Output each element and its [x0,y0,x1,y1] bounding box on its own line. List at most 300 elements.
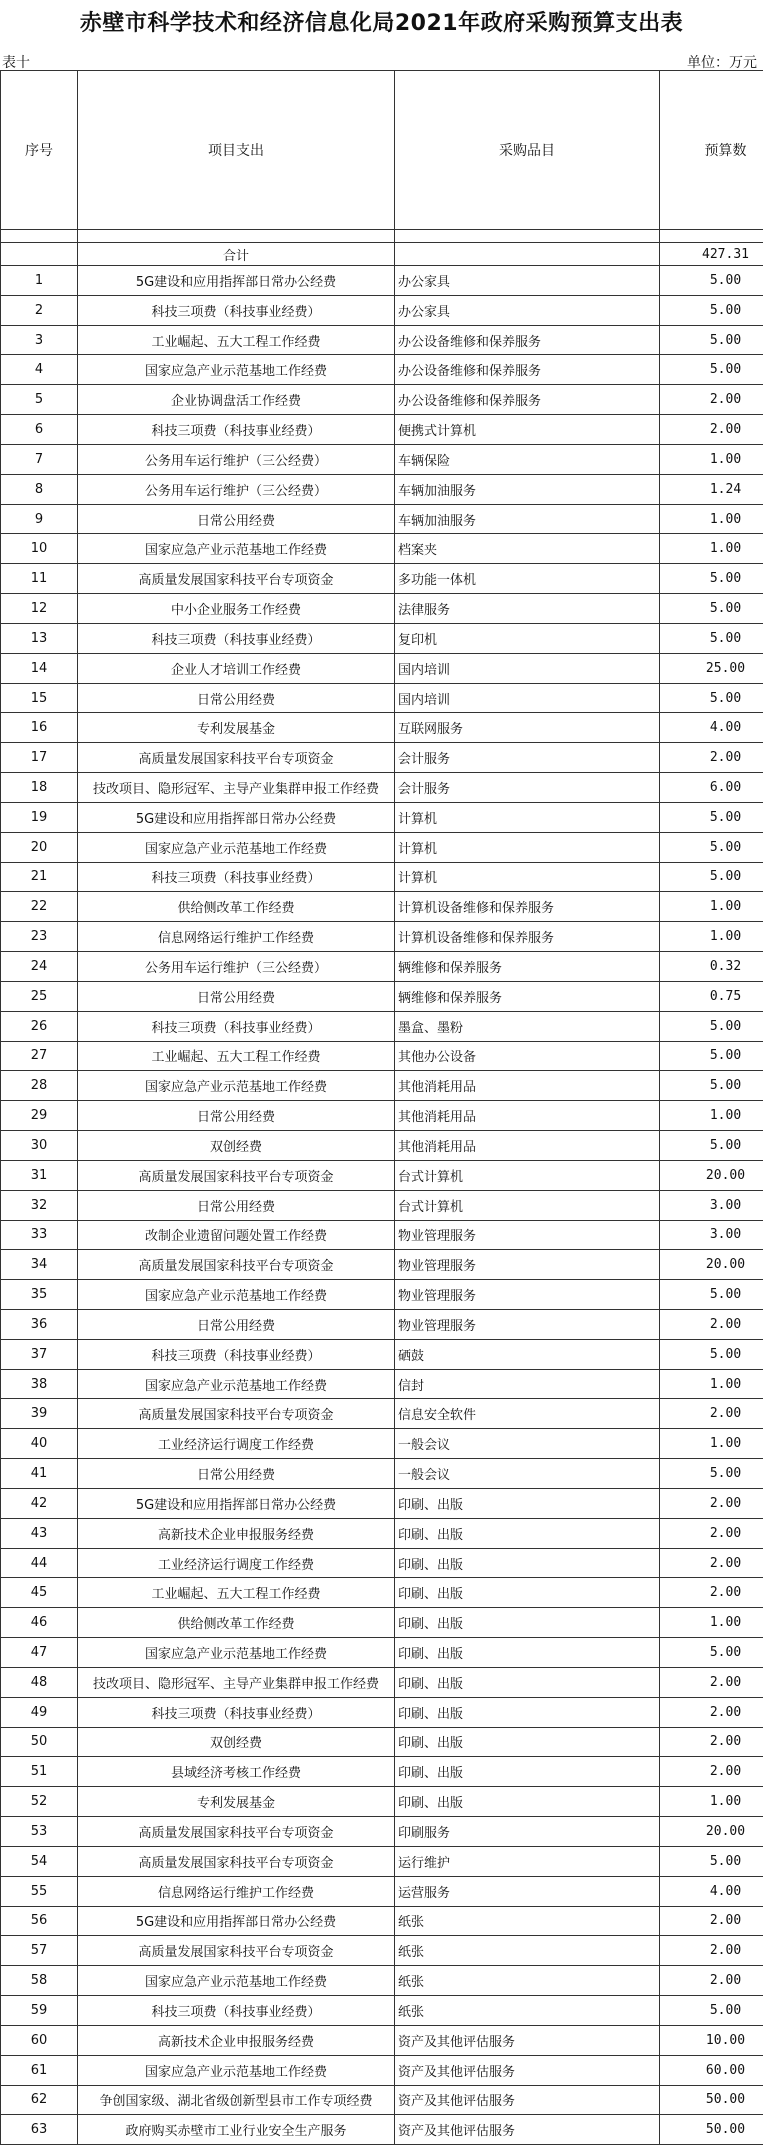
row-project: 日常公用经费 [78,1459,395,1489]
table-row [1,1876,763,1906]
row-item: 台式计算机 [395,1160,660,1190]
row-project: 科技三项费（科技事业经费） [78,1011,395,1041]
row-number: 47 [1,1638,78,1668]
row-project: 国家应急产业示范基地工作经费 [78,1071,395,1101]
row-number: 4 [1,355,78,385]
row-project: 日常公用经费 [78,1101,395,1131]
row-item: 复印机 [395,623,660,653]
table-row [1,952,763,982]
row-item: 信息安全软件 [395,1399,660,1429]
row-project: 政府购买赤壁市工业行业安全生产服务 [78,2115,395,2145]
row-number: 44 [1,1548,78,1578]
table-row [1,415,763,445]
row-item: 印刷、出版 [395,1488,660,1518]
row-amount: 5.00 [660,623,763,653]
row-number: 28 [1,1071,78,1101]
row-item: 印刷服务 [395,1817,660,1847]
row-number: 26 [1,1011,78,1041]
row-project: 专利发展基金 [78,713,395,743]
row-item: 印刷、出版 [395,1578,660,1608]
table-row [1,564,763,594]
row-amount: 2.00 [660,1697,763,1727]
table-row [1,802,763,832]
table-row [1,1011,763,1041]
row-amount: 5.00 [660,1041,763,1071]
row-item: 硒鼓 [395,1339,660,1369]
row-item: 印刷、出版 [395,1548,660,1578]
row-number: 6 [1,415,78,445]
row-project: 高新技术企业申报服务经费 [78,1518,395,1548]
row-amount: 1.24 [660,474,763,504]
row-amount: 5.00 [660,683,763,713]
row-item: 物业管理服务 [395,1309,660,1339]
table-row [1,653,763,683]
row-item: 办公设备维修和保养服务 [395,385,660,415]
row-number: 18 [1,773,78,803]
row-amount: 2.00 [660,1966,763,1996]
table-row [1,1220,763,1250]
row-item: 办公设备维修和保养服务 [395,325,660,355]
row-item: 互联网服务 [395,713,660,743]
row-item: 物业管理服务 [395,1220,660,1250]
row-project: 国家应急产业示范基地工作经费 [78,1638,395,1668]
row-amount: 5.00 [660,832,763,862]
table-row [1,1280,763,1310]
row-amount: 2.00 [660,1936,763,1966]
row-project: 高质量发展国家科技平台专项资金 [78,1817,395,1847]
row-amount: 2.00 [660,1578,763,1608]
table-row [1,1966,763,1996]
row-number: 38 [1,1369,78,1399]
row-item: 资产及其他评估服务 [395,2115,660,2145]
row-number: 2 [1,295,78,325]
table-row [1,1608,763,1638]
row-project: 高质量发展国家科技平台专项资金 [78,1250,395,1280]
row-number: 22 [1,892,78,922]
row-number: 32 [1,1190,78,1220]
row-item: 档案夹 [395,534,660,564]
row-amount: 4.00 [660,1876,763,1906]
total-label: 合计 [78,243,395,266]
row-number: 36 [1,1309,78,1339]
row-item: 资产及其他评估服务 [395,2085,660,2115]
row-number: 10 [1,534,78,564]
row-item: 纸张 [395,1966,660,1996]
row-number: 31 [1,1160,78,1190]
row-item: 物业管理服务 [395,1280,660,1310]
table-row [1,266,763,296]
row-number: 23 [1,922,78,952]
row-item: 运行维护 [395,1846,660,1876]
row-item: 其他消耗用品 [395,1071,660,1101]
table-row [1,892,763,922]
row-number: 57 [1,1936,78,1966]
table-row [1,1339,763,1369]
row-item: 信封 [395,1369,660,1399]
row-item: 资产及其他评估服务 [395,2025,660,2055]
row-item: 印刷、出版 [395,1608,660,1638]
row-amount: 1.00 [660,1608,763,1638]
row-amount: 10.00 [660,2025,763,2055]
row-amount: 4.00 [660,713,763,743]
table-row [1,1667,763,1697]
spacer-row [1,230,763,243]
row-amount: 5.00 [660,266,763,296]
header-amount: 预算数 [660,71,763,230]
row-amount: 5.00 [660,802,763,832]
row-project: 双创经费 [78,1727,395,1757]
table-row [1,534,763,564]
row-project: 企业协调盘活工作经费 [78,385,395,415]
row-amount: 1.00 [660,1787,763,1817]
row-project: 科技三项费（科技事业经费） [78,295,395,325]
row-project: 科技三项费（科技事业经费） [78,862,395,892]
row-item: 车辆加油服务 [395,474,660,504]
row-number: 30 [1,1131,78,1161]
row-project: 高质量发展国家科技平台专项资金 [78,1846,395,1876]
row-number: 55 [1,1876,78,1906]
row-project: 信息网络运行维护工作经费 [78,922,395,952]
row-amount: 5.00 [660,1280,763,1310]
row-item: 国内培训 [395,653,660,683]
header-item: 采购品目 [395,71,660,230]
row-item: 纸张 [395,1996,660,2026]
row-item: 办公家具 [395,295,660,325]
row-number: 42 [1,1488,78,1518]
row-project: 公务用车运行维护（三公经费） [78,952,395,982]
row-project: 日常公用经费 [78,683,395,713]
row-project: 5G建设和应用指挥部日常办公经费 [78,802,395,832]
row-number: 7 [1,444,78,474]
row-number: 58 [1,1966,78,1996]
table-row [1,1429,763,1459]
table-row [1,1846,763,1876]
row-project: 日常公用经费 [78,981,395,1011]
row-project: 高质量发展国家科技平台专项资金 [78,1936,395,1966]
row-amount: 1.00 [660,504,763,534]
table-row [1,444,763,474]
table-row [1,1071,763,1101]
row-amount: 2.00 [660,1548,763,1578]
table-row [1,1131,763,1161]
row-amount: 2.00 [660,1518,763,1548]
row-project: 科技三项费（科技事业经费） [78,1697,395,1727]
row-number: 43 [1,1518,78,1548]
row-number: 27 [1,1041,78,1071]
row-number: 29 [1,1101,78,1131]
row-item: 便携式计算机 [395,415,660,445]
row-amount: 50.00 [660,2085,763,2115]
row-item: 资产及其他评估服务 [395,2055,660,2085]
row-project: 国家应急产业示范基地工作经费 [78,832,395,862]
table-row [1,2115,763,2145]
row-number: 35 [1,1280,78,1310]
row-item: 物业管理服务 [395,1250,660,1280]
row-amount: 5.00 [660,325,763,355]
row-amount: 3.00 [660,1220,763,1250]
table-row [1,1488,763,1518]
table-row [1,1399,763,1429]
row-project: 争创国家级、湖北省级创新型县市工作专项经费 [78,2085,395,2115]
row-project: 技改项目、隐形冠军、主导产业集群申报工作经费 [78,1667,395,1697]
budget-table [0,70,763,2145]
row-item: 印刷、出版 [395,1727,660,1757]
table-row [1,1817,763,1847]
row-amount: 1.00 [660,922,763,952]
table-row [1,1190,763,1220]
row-amount: 5.00 [660,1846,763,1876]
row-number: 37 [1,1339,78,1369]
row-number: 46 [1,1608,78,1638]
table-row [1,1518,763,1548]
row-number: 49 [1,1697,78,1727]
table-label: 表十 [2,55,30,71]
table-row [1,1101,763,1131]
row-item: 法律服务 [395,594,660,624]
row-amount: 50.00 [660,2115,763,2145]
row-number: 40 [1,1429,78,1459]
table-row [1,832,763,862]
row-item: 一般会议 [395,1429,660,1459]
row-number: 5 [1,385,78,415]
row-item: 其他消耗用品 [395,1131,660,1161]
table-row [1,713,763,743]
table-row [1,1936,763,1966]
row-item: 台式计算机 [395,1190,660,1220]
row-number: 20 [1,832,78,862]
row-amount: 2.00 [660,415,763,445]
row-number: 3 [1,325,78,355]
row-amount: 5.00 [660,355,763,385]
row-amount: 3.00 [660,1190,763,1220]
row-project: 国家应急产业示范基地工作经费 [78,2055,395,2085]
row-item: 墨盒、墨粉 [395,1011,660,1041]
row-item: 其他办公设备 [395,1041,660,1071]
row-project: 信息网络运行维护工作经费 [78,1876,395,1906]
row-amount: 2.00 [660,1727,763,1757]
row-item: 会计服务 [395,773,660,803]
row-project: 技改项目、隐形冠军、主导产业集群申报工作经费 [78,773,395,803]
row-number: 50 [1,1727,78,1757]
row-number: 63 [1,2115,78,2145]
row-project: 工业崛起、五大工程工作经费 [78,325,395,355]
row-number: 14 [1,653,78,683]
row-item: 计算机 [395,832,660,862]
row-project: 国家应急产业示范基地工作经费 [78,1280,395,1310]
table-row [1,1996,763,2026]
row-amount: 1.00 [660,444,763,474]
row-number: 39 [1,1399,78,1429]
row-project: 公务用车运行维护（三公经费） [78,444,395,474]
table-row [1,355,763,385]
table-row [1,1906,763,1936]
row-amount: 2.00 [660,1488,763,1518]
table-row [1,1548,763,1578]
table-row [1,504,763,534]
row-project: 5G建设和应用指挥部日常办公经费 [78,1906,395,1936]
row-project: 工业经济运行调度工作经费 [78,1429,395,1459]
row-number: 12 [1,594,78,624]
table-row [1,1459,763,1489]
row-number: 21 [1,862,78,892]
row-project: 供给侧改革工作经费 [78,892,395,922]
table-row [1,1578,763,1608]
table-row [1,1369,763,1399]
row-item: 车辆保险 [395,444,660,474]
table-row [1,1727,763,1757]
row-amount: 2.00 [660,743,763,773]
row-amount: 1.00 [660,1369,763,1399]
row-amount: 20.00 [660,1250,763,1280]
row-number: 19 [1,802,78,832]
row-project: 高质量发展国家科技平台专项资金 [78,743,395,773]
row-item: 计算机设备维修和保养服务 [395,892,660,922]
row-project: 县域经济考核工作经费 [78,1757,395,1787]
row-amount: 5.00 [660,1339,763,1369]
row-item: 印刷、出版 [395,1697,660,1727]
table-row [1,981,763,1011]
header-row [1,71,763,230]
table-row [1,474,763,504]
row-project: 日常公用经费 [78,504,395,534]
row-amount: 5.00 [660,295,763,325]
table-row [1,2055,763,2085]
row-item: 印刷、出版 [395,1787,660,1817]
row-number: 17 [1,743,78,773]
row-project: 供给侧改革工作经费 [78,1608,395,1638]
table-row [1,773,763,803]
row-project: 工业崛起、五大工程工作经费 [78,1578,395,1608]
table-row [1,623,763,653]
row-item: 多功能一体机 [395,564,660,594]
row-item: 纸张 [395,1906,660,1936]
table-row [1,1309,763,1339]
row-project: 工业经济运行调度工作经费 [78,1548,395,1578]
row-amount: 20.00 [660,1160,763,1190]
row-project: 科技三项费（科技事业经费） [78,1339,395,1369]
row-number: 11 [1,564,78,594]
row-amount: 20.00 [660,1817,763,1847]
row-item: 会计服务 [395,743,660,773]
table-row [1,1160,763,1190]
table-row [1,1638,763,1668]
row-number: 8 [1,474,78,504]
table-row [1,295,763,325]
row-number: 62 [1,2085,78,2115]
row-item: 其他消耗用品 [395,1101,660,1131]
row-number: 56 [1,1906,78,1936]
table-row [1,1757,763,1787]
row-project: 5G建设和应用指挥部日常办公经费 [78,1488,395,1518]
row-number: 54 [1,1846,78,1876]
header-no: 序号 [1,71,78,230]
row-number: 45 [1,1578,78,1608]
row-number: 53 [1,1817,78,1847]
row-project: 中小企业服务工作经费 [78,594,395,624]
row-item: 车辆加油服务 [395,504,660,534]
table-row [1,594,763,624]
row-number: 61 [1,2055,78,2085]
row-item: 纸张 [395,1936,660,1966]
row-amount: 2.00 [660,1399,763,1429]
row-number: 24 [1,952,78,982]
row-amount: 2.00 [660,1309,763,1339]
row-project: 国家应急产业示范基地工作经费 [78,1966,395,1996]
row-number: 59 [1,1996,78,2026]
row-number: 52 [1,1787,78,1817]
table-row [1,1697,763,1727]
header-project: 项目支出 [78,71,395,230]
row-amount: 5.00 [660,1071,763,1101]
row-number: 60 [1,2025,78,2055]
table-row [1,2025,763,2055]
total-row [1,243,763,266]
row-item: 辆维修和保养服务 [395,952,660,982]
row-amount: 5.00 [660,862,763,892]
row-number: 48 [1,1667,78,1697]
row-number: 16 [1,713,78,743]
table-row [1,1250,763,1280]
row-amount: 1.00 [660,1429,763,1459]
row-project: 国家应急产业示范基地工作经费 [78,534,395,564]
row-number: 33 [1,1220,78,1250]
row-project: 专利发展基金 [78,1787,395,1817]
row-item: 印刷、出版 [395,1757,660,1787]
row-project: 5G建设和应用指挥部日常办公经费 [78,266,395,296]
row-item: 国内培训 [395,683,660,713]
row-project: 国家应急产业示范基地工作经费 [78,1369,395,1399]
row-project: 科技三项费（科技事业经费） [78,1996,395,2026]
row-project: 企业人才培训工作经费 [78,653,395,683]
row-item: 办公家具 [395,266,660,296]
row-amount: 2.00 [660,1667,763,1697]
row-item: 办公设备维修和保养服务 [395,355,660,385]
row-project: 公务用车运行维护（三公经费） [78,474,395,504]
row-amount: 2.00 [660,1757,763,1787]
row-project: 高质量发展国家科技平台专项资金 [78,1160,395,1190]
row-project: 日常公用经费 [78,1190,395,1220]
row-item: 一般会议 [395,1459,660,1489]
row-number: 41 [1,1459,78,1489]
table-row [1,325,763,355]
row-item: 计算机 [395,862,660,892]
row-project: 双创经费 [78,1131,395,1161]
row-item: 辆维修和保养服务 [395,981,660,1011]
row-item: 印刷、出版 [395,1667,660,1697]
row-item: 计算机 [395,802,660,832]
row-amount: 0.32 [660,952,763,982]
unit-label: 单位：万元 [687,55,757,71]
row-project: 高新技术企业申报服务经费 [78,2025,395,2055]
row-item: 计算机设备维修和保养服务 [395,922,660,952]
row-item: 印刷、出版 [395,1638,660,1668]
row-amount: 1.00 [660,1101,763,1131]
page-title: 赤壁市科学技术和经济信息化局2021年政府采购预算支出表 [79,11,684,36]
row-project: 高质量发展国家科技平台专项资金 [78,1399,395,1429]
row-amount: 25.00 [660,653,763,683]
row-amount: 6.00 [660,773,763,803]
total-amount: 427.31 [660,243,763,266]
row-amount: 5.00 [660,1011,763,1041]
row-amount: 2.00 [660,385,763,415]
row-project: 高质量发展国家科技平台专项资金 [78,564,395,594]
row-amount: 1.00 [660,534,763,564]
row-number: 13 [1,623,78,653]
row-number: 1 [1,266,78,296]
row-number: 34 [1,1250,78,1280]
row-amount: 5.00 [660,594,763,624]
row-amount: 0.75 [660,981,763,1011]
